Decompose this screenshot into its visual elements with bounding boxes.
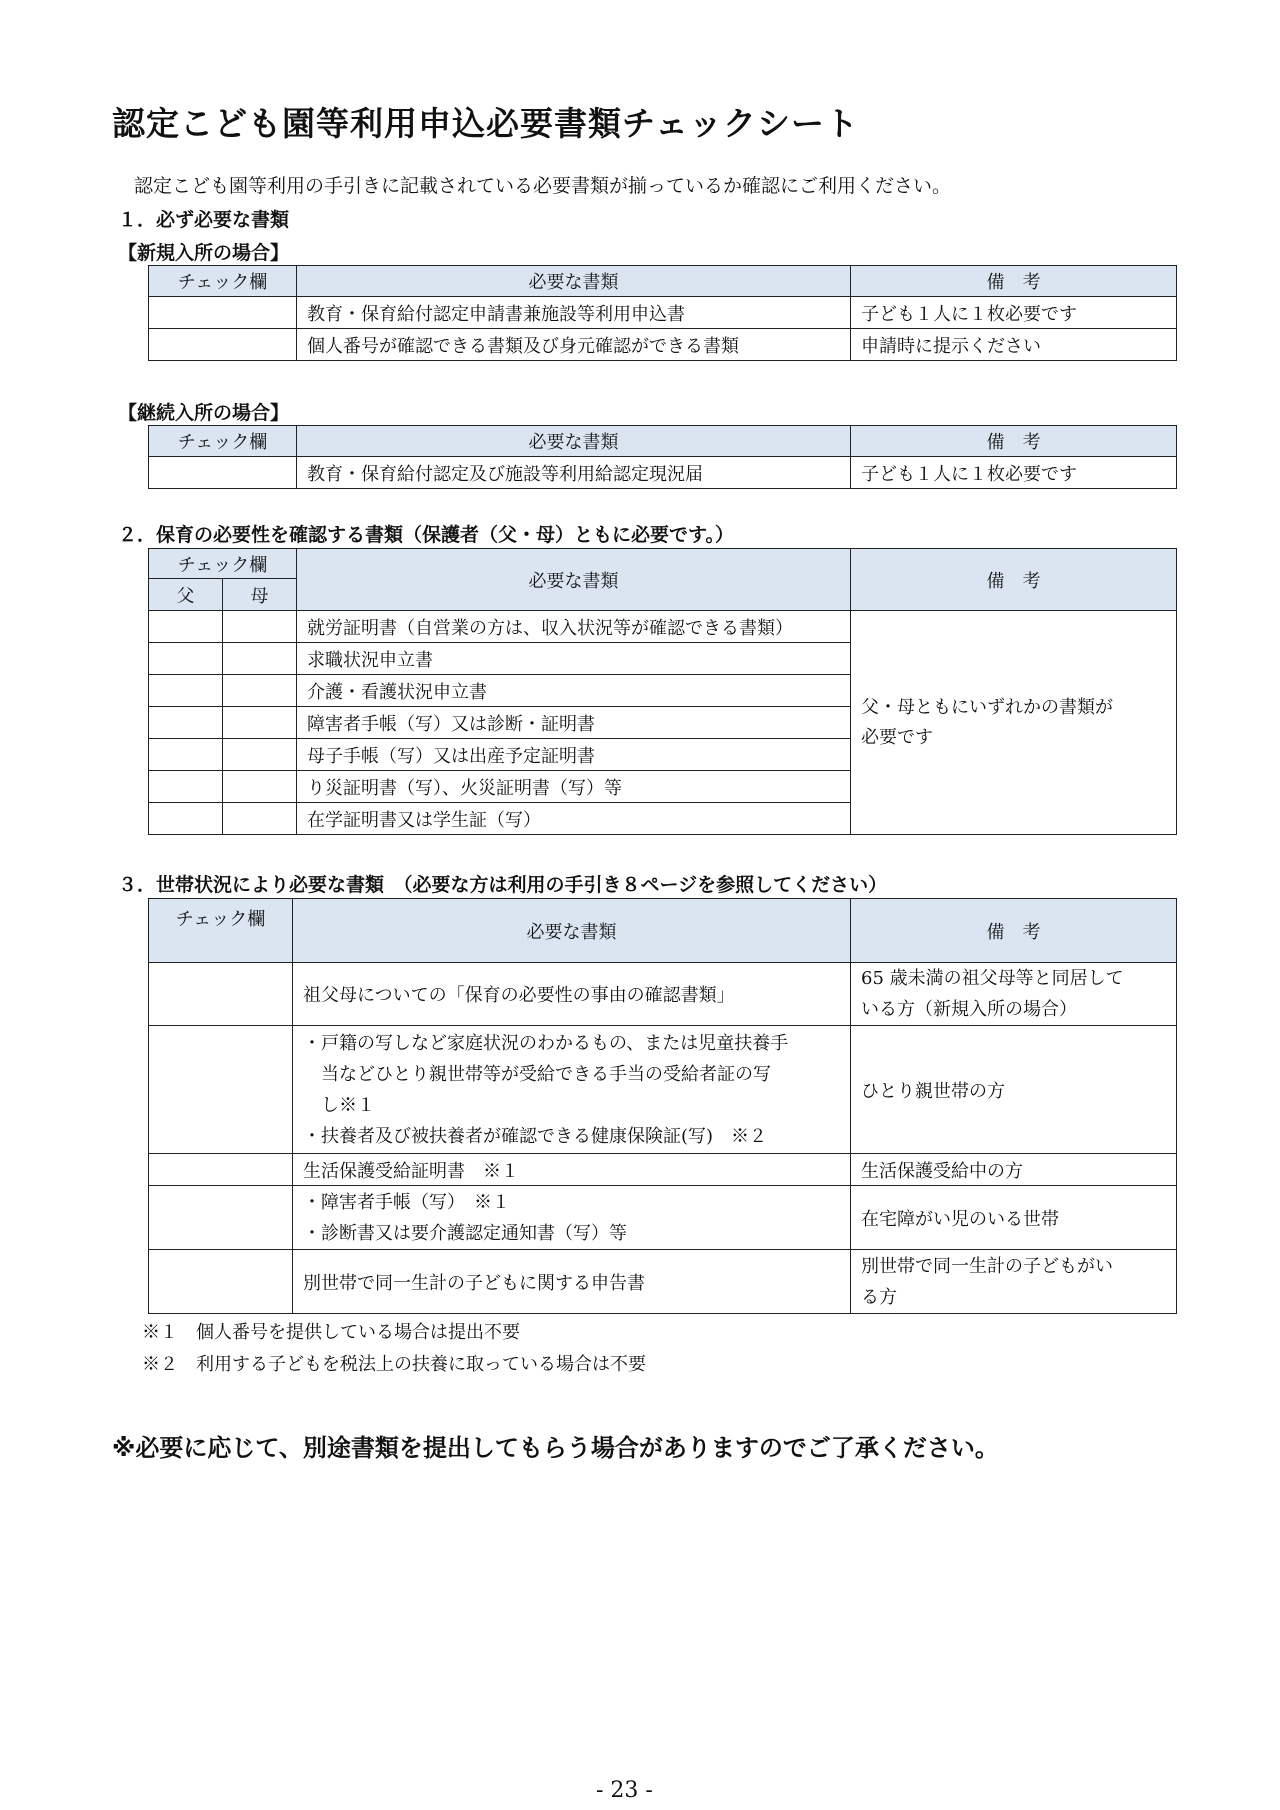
father-check-cell[interactable] xyxy=(149,707,223,739)
mother-check-cell[interactable] xyxy=(223,611,297,643)
header-father: 父 xyxy=(149,579,223,611)
doc-line: ・扶養者及び被扶養者が確認できる健康保険証(写) ※２ xyxy=(303,1125,768,1147)
remark-cell: 在宅障がい児のいる世帯 xyxy=(851,1186,1177,1250)
father-check-cell[interactable] xyxy=(149,771,223,803)
doc-cell xyxy=(293,1186,851,1250)
header-remarks: 備 考 xyxy=(851,426,1177,457)
remark-line: いる方（新規入所の場合） xyxy=(861,999,1077,1020)
doc-cell: 障害者手帳（写）又は診断・証明書 xyxy=(297,707,851,739)
check-cell[interactable] xyxy=(149,1250,293,1314)
remark-cell: 生活保護受給中の方 xyxy=(851,1154,1177,1186)
table-row xyxy=(149,329,1177,361)
father-check-cell[interactable] xyxy=(149,739,223,771)
header-docs: 必要な書類 xyxy=(297,549,851,611)
table-row xyxy=(149,963,1177,1026)
remark-line: 必要です xyxy=(861,726,933,748)
table-row xyxy=(149,1186,1177,1250)
father-check-cell[interactable] xyxy=(149,803,223,835)
table-row xyxy=(149,1154,1177,1186)
remark-cell: 申請時に提示ください xyxy=(851,329,1177,361)
table-row xyxy=(149,297,1177,329)
doc-cell: り災証明書（写）、火災証明書（写）等 xyxy=(297,771,851,803)
table-row xyxy=(149,611,1177,643)
remark-line: 65 歳未満の祖父母等と同居して xyxy=(861,968,1124,989)
table-row xyxy=(149,457,1177,489)
mother-check-cell[interactable] xyxy=(223,803,297,835)
header-check: チェック欄 xyxy=(149,549,297,579)
remark-cell xyxy=(851,611,1177,835)
section1-continuing-table xyxy=(148,425,1177,489)
header-remarks: 備 考 xyxy=(851,899,1177,963)
page-title: 認定こども園等利用申込必要書類チェックシート xyxy=(112,104,860,143)
mother-check-cell[interactable] xyxy=(223,739,297,771)
footnote-2: ※２ 利用する子どもを税法上の扶養に取っている場合は不要 xyxy=(142,1354,646,1375)
doc-line: し※１ xyxy=(303,1094,375,1116)
header-check: チェック欄 xyxy=(149,426,297,457)
doc-cell: 教育・保育給付認定申請書兼施設等利用申込書 xyxy=(297,297,851,329)
father-check-cell[interactable] xyxy=(149,611,223,643)
section2-table xyxy=(148,548,1177,835)
father-check-cell[interactable] xyxy=(149,675,223,707)
doc-cell: 介護・看護状況申立書 xyxy=(297,675,851,707)
father-check-cell[interactable] xyxy=(149,643,223,675)
section3-table xyxy=(148,898,1177,1314)
table-row xyxy=(149,1250,1177,1314)
section2-heading: ２．保育の必要性を確認する書類（保護者（父・母）ともに必要です。） xyxy=(118,524,734,546)
page-number: - 23 - xyxy=(596,1778,653,1803)
remark-line: 父・母ともにいずれかの書類が xyxy=(861,696,1113,718)
doc-line: ・診断書又は要介護認定通知書（写）等 xyxy=(303,1222,627,1244)
check-cell[interactable] xyxy=(149,963,293,1026)
remark-cell xyxy=(851,1250,1177,1314)
remark-cell: ひとり親世帯の方 xyxy=(851,1026,1177,1154)
remark-cell: 子ども１人に１枚必要です xyxy=(851,297,1177,329)
check-cell[interactable] xyxy=(149,457,297,489)
header-check: チェック欄 xyxy=(149,266,297,297)
header-mother: 母 xyxy=(223,579,297,611)
footnote-1: ※１ 個人番号を提供している場合は提出不要 xyxy=(142,1322,520,1343)
header-check: チェック欄 xyxy=(149,899,293,963)
doc-cell: 個人番号が確認できる書類及び身元確認ができる書類 xyxy=(297,329,851,361)
remark-line: 別世帯で同一生計の子どもがい xyxy=(861,1255,1113,1277)
section1-new-label: 【新規入所の場合】 xyxy=(118,242,290,264)
section1-continuing-label: 【継続入所の場合】 xyxy=(118,402,290,424)
check-cell[interactable] xyxy=(149,329,297,361)
doc-cell: 在学証明書又は学生証（写） xyxy=(297,803,851,835)
doc-line: ・戸籍の写しなど家庭状況のわかるもの、または児童扶養手 xyxy=(303,1032,789,1054)
mother-check-cell[interactable] xyxy=(223,643,297,675)
header-docs: 必要な書類 xyxy=(297,266,851,297)
mother-check-cell[interactable] xyxy=(223,771,297,803)
doc-cell: 教育・保育給付認定及び施設等利用給認定現況届 xyxy=(297,457,851,489)
check-cell[interactable] xyxy=(149,1186,293,1250)
header-docs: 必要な書類 xyxy=(297,426,851,457)
table-row xyxy=(149,1026,1177,1154)
check-cell[interactable] xyxy=(149,1026,293,1154)
doc-cell: 母子手帳（写）又は出産予定証明書 xyxy=(297,739,851,771)
doc-cell: 別世帯で同一生計の子どもに関する申告書 xyxy=(293,1250,851,1314)
remark-line: る方 xyxy=(861,1286,897,1308)
mother-check-cell[interactable] xyxy=(223,675,297,707)
mother-check-cell[interactable] xyxy=(223,707,297,739)
final-note: ※必要に応じて、別途書類を提出してもらう場合がありますのでご了承ください。 xyxy=(112,1434,999,1462)
check-cell[interactable] xyxy=(149,297,297,329)
section1-new-table xyxy=(148,265,1177,361)
section3-heading: ３．世帯状況により必要な書類 （必要な方は利用の手引き８ページを参照してください） xyxy=(118,874,888,896)
header-remarks: 備 考 xyxy=(851,266,1177,297)
header-remarks: 備 考 xyxy=(851,549,1177,611)
remark-cell: 子ども１人に１枚必要です xyxy=(851,457,1177,489)
doc-cell: 生活保護受給証明書 ※１ xyxy=(293,1154,851,1186)
remark-cell xyxy=(851,963,1177,1026)
doc-cell: 就労証明書（自営業の方は、収入状況等が確認できる書類） xyxy=(297,611,851,643)
doc-cell: 祖父母についての「保育の必要性の事由の確認書類」 xyxy=(293,963,851,1026)
doc-cell xyxy=(293,1026,851,1154)
doc-line: 当などひとり親世帯等が受給できる手当の受給者証の写 xyxy=(303,1063,771,1085)
doc-cell: 求職状況申立書 xyxy=(297,643,851,675)
intro-text: 認定こども園等利用の手引きに記載されている必要書類が揃っているか確認にご利用ください。 xyxy=(134,175,952,197)
doc-line: ・障害者手帳（写） ※１ xyxy=(303,1191,510,1213)
check-cell[interactable] xyxy=(149,1154,293,1186)
header-docs: 必要な書類 xyxy=(293,899,851,963)
section1-heading: １．必ず必要な書類 xyxy=(118,209,290,231)
